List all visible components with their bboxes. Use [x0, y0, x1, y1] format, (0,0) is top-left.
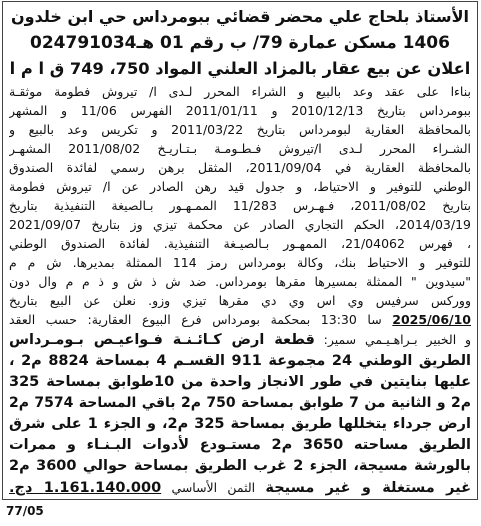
- body-line: ووركس سرفيس وي اس وي دي مقرها تيزي وزو. نعلن عن البيع بتاريخ: [9, 293, 471, 308]
- property-line: الطريق مساحته 3650 م2 مستـودع لأدوات البـنـاء و ممرات: [9, 437, 471, 453]
- body-line: بتاريخ 2011/08/02، فـهـرس 11/283 الممـهـور بـالصيغة التنفيذية بتاريخ: [9, 198, 471, 213]
- body-line: 2014/03/19، الحكم التجاري الصادر عن محكمة تيزي وز بتاريخ 2021/09/07: [9, 217, 471, 232]
- body-line: الشـراء المحرر لـدى ا/تيروش فـطـومـة بـتـاريـخ 2011/08/02 المشهـر: [9, 141, 471, 156]
- sale-time-court: سا 13:30 بمحكمة بومرداس فرع البيوع العقارية: حسب العقد: [9, 312, 393, 327]
- notice-title: اعلان عن بيع عقار بالمزاد العلني المواد 750، 749 ق ا م ا: [9, 59, 471, 78]
- notice-reference: 77/05: [6, 504, 44, 518]
- property-line: الطريق الوطني 24 مجموعة 911 القسـم 4 بمساحة 8824 م2 ،: [9, 353, 471, 369]
- sale-date: 2025/06/10: [392, 312, 471, 327]
- notice-footer: [2, 500, 478, 524]
- property-line: م2 و الثانية من 7 طوابق بمساحة 750 م2 باقي المساحة 7574 م2: [9, 395, 471, 411]
- bailiff-address-line: 1406 مسكن عمارة 79/ ب رقم 01 هـ024791034: [30, 33, 450, 53]
- base-price-value: 1.161.140.000 دج.: [9, 480, 162, 496]
- body-line: للتوفير و الاحتياط بنك، وكالة بومرداس رمز 114 الممثلة بمديرها. ش م م: [9, 255, 471, 270]
- property-line: بالورشة مسيجة، الجزء 2 غرب الطريق بمساحة حوالي 3600 م2: [9, 458, 471, 474]
- property-text: قطعة ارض كـائـنـة فـواعيـص بـومـرداس: [9, 332, 315, 348]
- property-line: عليها بنايتين في طور الانجاز واحدة من 10طوابق بمساحة 325: [9, 374, 471, 390]
- bailiff-name-line: الأستاذ بلحاج علي محضر قضائي ببومرداس حي ابن خلدون: [10, 7, 470, 26]
- property-line: ارض جرداء يتخللها طريق بمساحة 325 م2، و الجزء 1 على شرق: [9, 416, 471, 432]
- body-line: ببومرداس بتاريخ 2010/12/13 و 2011/01/11 الفهرس 11/06 و المشهر: [9, 103, 471, 118]
- property-line: [9, 329, 471, 351]
- notice-frame: [2, 1, 478, 500]
- base-price-label: الثمن الأساسي: [161, 480, 266, 495]
- notice-body: [9, 82, 471, 499]
- sale-date-line: [9, 310, 471, 329]
- body-line: الوطني للتوفير و الاحتياط، و جدول قيد رهن الصادر عن ا/ تيروش فطومة: [9, 179, 471, 194]
- base-price-line: [9, 477, 471, 499]
- body-line: بناءا على عقد وعد بالبيع و الشراء المحرر لـدى ا/ تيروش فطومة موثقـة: [9, 84, 471, 99]
- body-line: بالمحافظة العقارية في 2011/09/04، المثقل برهن رسمي لفائدة الصندوق: [9, 160, 471, 175]
- body-line: "سيدوين " الممثلة بمسيرها مقرها بومرداس. ضد ش ذ ش و ذ م م وال دون: [9, 274, 471, 289]
- body-line: ، فهرس 21/04062، الممهـور بـالصيـغة التنفيذية. لفائدة الصندوق الوطني: [9, 236, 471, 251]
- notice-header: [9, 4, 471, 82]
- property-status: غير مستغلة و غير مسيجة: [265, 480, 471, 496]
- body-line: بالمحافظة العقارية لبومرداس بتاريخ 2011/03/22 و تكريس وعد بالبيع و: [9, 122, 471, 137]
- expert-intro: و الخبير بـراهـيـمي سمير:: [314, 332, 471, 347]
